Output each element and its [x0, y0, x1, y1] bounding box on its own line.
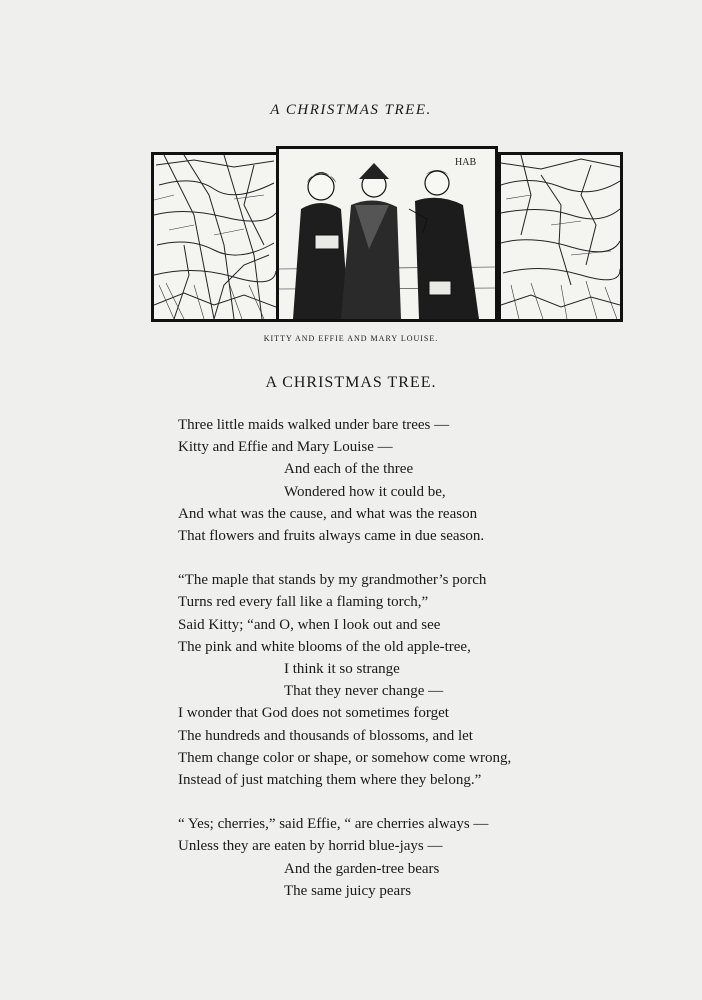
stanza	[178, 813, 618, 902]
poem-line: I wonder that God does not sometimes forget	[178, 705, 449, 722]
poem-line: Instead of just matching them where they belong.”	[178, 772, 482, 789]
poem-line: Wondered how it could be,	[284, 483, 446, 500]
illustration-caption: KITTY AND EFFIE AND MARY LOUISE.	[263, 334, 439, 343]
poem-title: A CHRISTMAS TREE.	[265, 374, 437, 391]
poem-line: And what was the cause, and what was the reason	[178, 505, 478, 522]
running-head: A CHRISTMAS TREE.	[270, 102, 432, 118]
artist-signature: HAB	[455, 157, 477, 168]
poem-body	[178, 414, 618, 902]
poem-line: Unless they are eaten by horrid blue-jays —	[178, 838, 443, 855]
stanza	[178, 569, 618, 791]
poem-line: The same juicy pears	[284, 882, 412, 899]
stanza-break	[178, 547, 618, 569]
poem-line: That they never change —	[284, 683, 444, 700]
poem-line: The hundreds and thousands of blossoms, and let	[178, 727, 473, 744]
poem-line: Turns red every fall like a flaming torch,”	[178, 594, 429, 611]
winter-branches-panel-right	[498, 152, 623, 322]
poem-line: Three little maids walked under bare trees —	[178, 417, 450, 433]
poem-line: Them change color or shape, or somehow come wrong,	[178, 749, 512, 766]
illustration	[151, 146, 623, 324]
stanza	[178, 414, 618, 547]
poem-line: Said Kitty; “and O, when I look out and see	[178, 616, 441, 633]
winter-branches-panel-left	[151, 152, 279, 322]
poem-line: That flowers and fruits always came in due season.	[178, 528, 485, 545]
stanza-break	[178, 791, 618, 813]
poem-line: “The maple that stands by my grandmother’s porch	[178, 572, 487, 589]
poem-line: I think it so strange	[284, 661, 400, 678]
poem-line: And each of the three	[284, 461, 414, 478]
poem-line: “ Yes; cherries,” said Effie, “ are cherries always —	[178, 816, 489, 833]
poem-line: The pink and white blooms of the old apple-tree,	[178, 638, 471, 655]
poem-line: Kitty and Effie and Mary Louise —	[178, 439, 393, 456]
three-girls-panel	[276, 146, 498, 322]
poem-line: And the garden-tree bears	[284, 860, 440, 877]
